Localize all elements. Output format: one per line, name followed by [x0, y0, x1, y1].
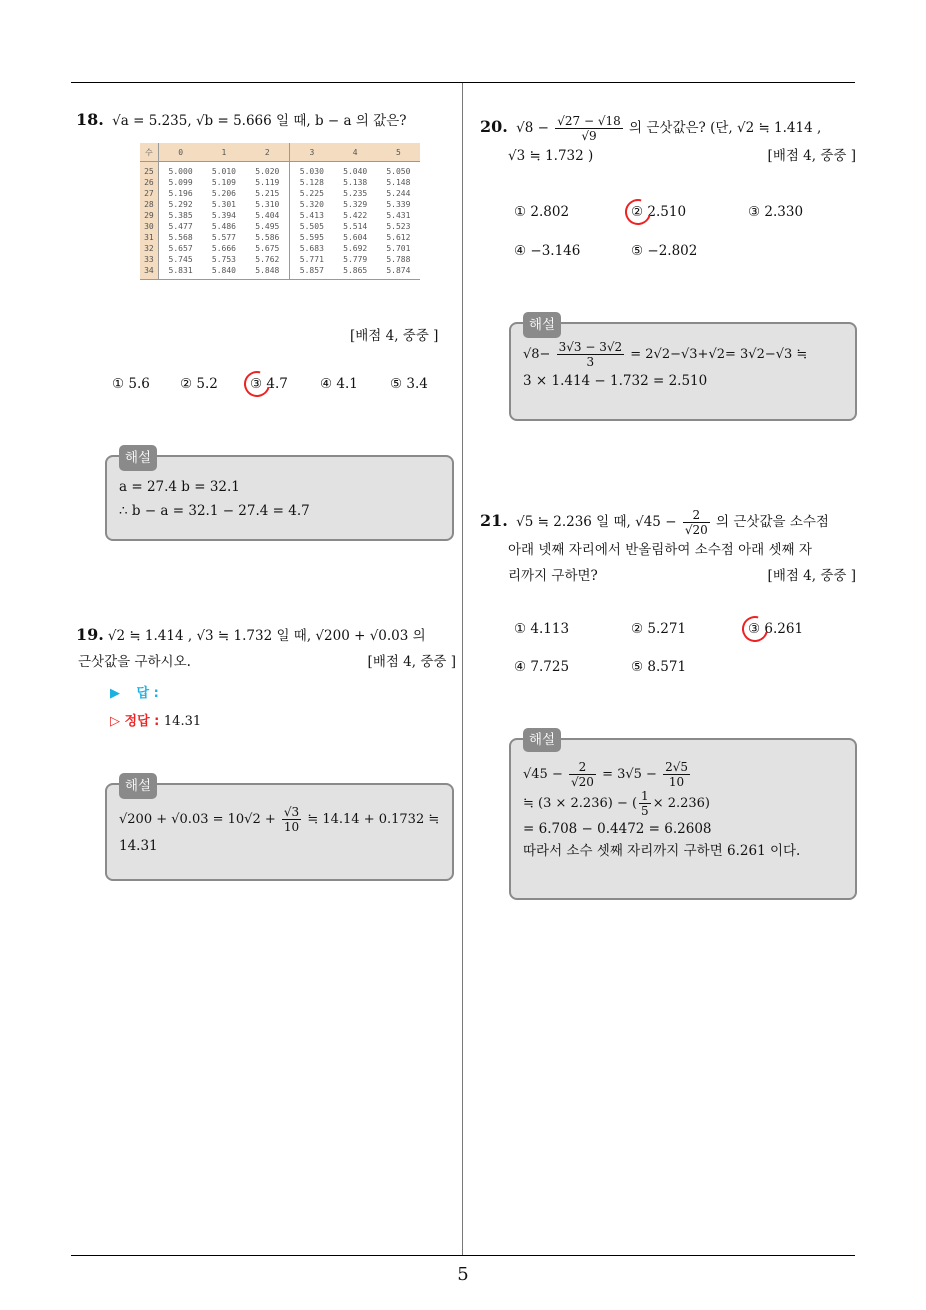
table-cell: 5.404	[255, 211, 280, 220]
table-cell: 5.385	[158, 210, 202, 221]
q21-number: 21.	[480, 511, 508, 530]
column-divider	[462, 83, 463, 1255]
table-cell: 5.675	[255, 244, 280, 253]
q21-option-3[interactable]: ③ 6.261	[748, 621, 803, 637]
table-row-label: 32	[140, 243, 158, 254]
q21-solution-tag: 해설	[523, 728, 561, 752]
table-cell: 5.050	[386, 167, 411, 176]
q18-stem-b: √b	[195, 113, 214, 129]
table-cell: 5.431	[386, 211, 411, 220]
table-cell: 5.040	[343, 167, 368, 176]
table-cell: 5.523	[386, 222, 411, 231]
table-row	[140, 210, 420, 221]
table-cell: 5.604	[343, 233, 368, 242]
table-row	[140, 243, 420, 254]
q19-solution-part-b: ≒ 14.14 + 0.1732 ≒	[307, 812, 440, 827]
table-row	[140, 199, 420, 210]
q21-solution-2b: × 2.236)	[652, 796, 711, 811]
table-cell: 5.000	[158, 162, 202, 178]
q21-solution-fraction-3: $\frac{1}{5}$	[641, 789, 649, 818]
q20-points: [배점 4, 중중 ]	[767, 148, 856, 164]
table-header-col: 0	[158, 143, 202, 162]
table-row	[140, 177, 420, 188]
q21-solution-fraction-1: $\frac{2}{√20}$	[571, 760, 594, 789]
q21-stem-b: 의 근삿값을 소수점	[716, 514, 829, 530]
table-cell: 5.612	[386, 233, 411, 242]
q20-solution-box	[509, 317, 857, 421]
table-cell: 5.762	[255, 255, 280, 264]
table-cell: 5.206	[211, 189, 236, 198]
table-cell: 5.779	[343, 255, 368, 264]
table-cell: 5.753	[211, 255, 236, 264]
table-cell: 5.874	[377, 265, 420, 280]
q19-number: 19.	[76, 625, 104, 644]
q19-correct-value: 14.31	[163, 714, 202, 729]
q21-stem-a: √5 ≒ 2.236 일 때, √45 −	[516, 514, 677, 530]
table-cell: 5.495	[255, 222, 280, 231]
table-cell: 5.657	[158, 243, 202, 254]
table-cell: 5.148	[386, 178, 411, 187]
table-cell: 5.683	[290, 243, 334, 254]
q20-solution-part-b: = 2√2−√3+√2= 3√2−√3 ≒	[630, 347, 808, 362]
table-row-label: 30	[140, 221, 158, 232]
q18-stem	[76, 107, 456, 134]
q18-number: 18.	[76, 110, 104, 129]
q18-stem-a: √a	[112, 113, 129, 129]
q18-option-4[interactable]: ④ 4.1	[320, 376, 358, 392]
q21-option-2[interactable]: ② 5.271	[631, 621, 687, 637]
table-row	[140, 232, 420, 243]
table-cell: 5.831	[158, 265, 202, 280]
table-cell: 5.505	[290, 221, 334, 232]
table-row-label: 31	[140, 232, 158, 243]
table-cell: 5.128	[290, 177, 334, 188]
q19-correct-label: 정답 :	[124, 714, 160, 729]
q21-solution-1b: = 3√5 −	[602, 767, 657, 782]
q20-solution-tag: 해설	[523, 312, 561, 338]
q20-option-4[interactable]: ④ −3.146	[514, 243, 581, 259]
table-header-label: 수	[140, 143, 158, 162]
table-row	[140, 265, 420, 280]
table-cell: 5.848	[246, 265, 290, 280]
table-cell: 5.692	[343, 244, 368, 253]
table-row	[140, 221, 420, 232]
table-cell: 5.486	[211, 222, 236, 231]
q19-solution-fraction: $\frac{√3}{10}$	[283, 805, 300, 834]
answer-mark-circle	[620, 194, 656, 230]
q19-solution-part-a: √200 + √0.03 = 10√2 +	[119, 812, 276, 827]
q18-stem-eq1: = 5.235,	[128, 113, 192, 129]
q19-answer-label: 답 :	[136, 686, 159, 701]
table-cell: 5.010	[211, 167, 236, 176]
q21-option-4[interactable]: ④ 7.725	[514, 659, 570, 675]
table-cell: 5.244	[386, 189, 411, 198]
q20-option-1[interactable]: ① 2.802	[514, 204, 570, 220]
table-cell: 5.788	[386, 255, 411, 264]
q20-stem-a: √8 −	[516, 120, 549, 136]
table-cell: 5.666	[211, 244, 236, 253]
q20-solution-part-a: √8−	[523, 347, 551, 362]
table-cell: 5.865	[334, 265, 377, 280]
q20-number: 20.	[480, 117, 508, 136]
q19-correct-row	[110, 710, 201, 729]
table-cell: 5.301	[211, 200, 236, 209]
q21-stem-fraction: $\frac{2}{√20}$	[684, 508, 708, 537]
q21-stem-line-3: 리까지 구하면?	[508, 568, 598, 584]
q20-option-3[interactable]: ③ 2.330	[748, 204, 804, 220]
table-cell: 5.477	[158, 221, 202, 232]
q18-option-3[interactable]: ③ 4.7	[250, 376, 288, 392]
q20-option-5[interactable]: ⑤ −2.802	[631, 243, 698, 259]
q18-solution-box	[105, 450, 454, 541]
table-cell: 5.292	[158, 199, 202, 210]
q21-points: [배점 4, 중중 ]	[767, 568, 856, 584]
table-cell: 5.138	[343, 178, 368, 187]
table-cell: 5.320	[290, 199, 334, 210]
q21-solution-box	[509, 732, 857, 900]
table-cell: 5.196	[158, 188, 202, 199]
q18-solution-tag: 해설	[119, 445, 157, 471]
square-root-table	[140, 143, 420, 280]
q18-points: [배점 4, 중중 ]	[350, 328, 439, 344]
table-cell: 5.030	[290, 162, 334, 178]
q20-solution-fraction: $\frac{3√3 - 3√2}{3}$	[558, 340, 623, 369]
top-rule	[71, 82, 855, 83]
table-row-label: 26	[140, 177, 158, 188]
q18-option-2[interactable]: ② 5.2	[180, 376, 218, 392]
table-row	[140, 254, 420, 265]
q20-stem-line-2: √3 ≒ 1.732 )	[508, 148, 594, 164]
table-cell: 5.413	[290, 210, 334, 221]
table-row-label: 29	[140, 210, 158, 221]
q19-stem-line-1: √2 ≒ 1.414 , √3 ≒ 1.732 일 때, √200 + √0.03 의	[107, 628, 426, 644]
table-cell: 5.339	[386, 200, 411, 209]
table-row	[140, 188, 420, 199]
table-cell: 5.310	[255, 200, 280, 209]
q19-solution-tag: 해설	[119, 773, 157, 799]
bottom-rule	[71, 1255, 855, 1256]
answer-mark-circle	[239, 366, 275, 402]
table-cell: 5.235	[343, 189, 368, 198]
table-cell: 5.595	[290, 232, 334, 243]
outline-arrow-icon: ▷	[110, 714, 120, 729]
q20-solution-line-2: 3 × 1.414 − 1.732 = 2.510	[523, 373, 708, 389]
q20-stem-b: 의 근삿값은? (단, √2 ≒ 1.414 ,	[629, 120, 822, 136]
table-cell: 5.394	[211, 211, 236, 220]
table-row-label: 34	[140, 265, 158, 280]
table-cell: 5.020	[255, 167, 280, 176]
q20-stem	[480, 114, 856, 169]
table-cell: 5.568	[158, 232, 202, 243]
q19-answer-row	[110, 682, 159, 701]
table-cell: 5.771	[290, 254, 334, 265]
table-cell: 5.109	[211, 178, 236, 187]
q20-stem-fraction: $\frac{√27 - √18}{√9}$	[557, 114, 621, 143]
q19-stem-line-2: 근삿값을 구하시오.	[78, 654, 191, 670]
table-header-col: 3	[290, 143, 334, 162]
answer-mark-circle	[737, 611, 773, 647]
table-cell: 5.119	[255, 178, 280, 187]
q18-option-5[interactable]: ⑤ 3.4	[390, 376, 428, 392]
table-cell: 5.745	[158, 254, 202, 265]
q18-solution-line-1: a = 27.4 b = 32.1	[119, 479, 240, 495]
table-row-label: 28	[140, 199, 158, 210]
q18-option-1[interactable]: ① 5.6	[112, 376, 150, 392]
q21-solution-line-3: = 6.708 − 0.4472 = 6.2608	[523, 821, 712, 837]
table-header-col: 2	[246, 143, 290, 162]
table-cell: 5.577	[211, 233, 236, 242]
table-cell: 5.514	[343, 222, 368, 231]
table-cell: 5.586	[255, 233, 280, 242]
q21-solution-1a: √45 −	[523, 767, 563, 782]
q21-option-5[interactable]: ⑤ 8.571	[631, 659, 687, 675]
q19-stem	[76, 622, 456, 675]
table-cell: 5.215	[255, 189, 280, 198]
q21-solution-fraction-2: $\frac{2√5}{10}$	[665, 760, 689, 789]
q21-solution-2a: ≒ (3 × 2.236) − (	[523, 796, 638, 811]
table-row-label: 25	[140, 162, 158, 178]
q19-solution-box	[105, 778, 454, 881]
q18-solution-line-2: ∴ b − a = 32.1 − 27.4 = 4.7	[119, 503, 310, 519]
table-cell: 5.225	[290, 188, 334, 199]
table-cell: 5.701	[386, 244, 411, 253]
table-row-label: 27	[140, 188, 158, 199]
table-row-label: 33	[140, 254, 158, 265]
table-header-col: 5	[377, 143, 420, 162]
table-cell: 5.422	[343, 211, 368, 220]
table-row	[140, 162, 420, 178]
q18-stem-eq2: = 5.666 일 때, b − a 의 값은?	[213, 113, 407, 129]
table-cell: 5.329	[343, 200, 368, 209]
table-header-col: 1	[202, 143, 245, 162]
q21-stem	[480, 508, 856, 589]
q21-solution-line-4: 따라서 소수 셋째 자리까지 구하면 6.261 이다.	[523, 843, 801, 859]
table-cell: 5.840	[202, 265, 245, 280]
table-cell: 5.099	[158, 177, 202, 188]
table-header-col: 4	[334, 143, 377, 162]
q21-stem-line-2: 아래 넷째 자리에서 반올림하여 소수점 아래 셋째 자	[508, 542, 812, 558]
q20-option-2[interactable]: ② 2.510	[631, 204, 686, 220]
play-arrow-icon: ▶	[110, 686, 120, 701]
q19-points: [배점 4, 중중 ]	[367, 654, 456, 670]
q19-solution-line-2: 14.31	[119, 838, 158, 854]
table-cell: 5.857	[290, 265, 334, 280]
q21-option-1[interactable]: ① 4.113	[514, 621, 570, 637]
page-number: 5	[457, 1264, 469, 1285]
